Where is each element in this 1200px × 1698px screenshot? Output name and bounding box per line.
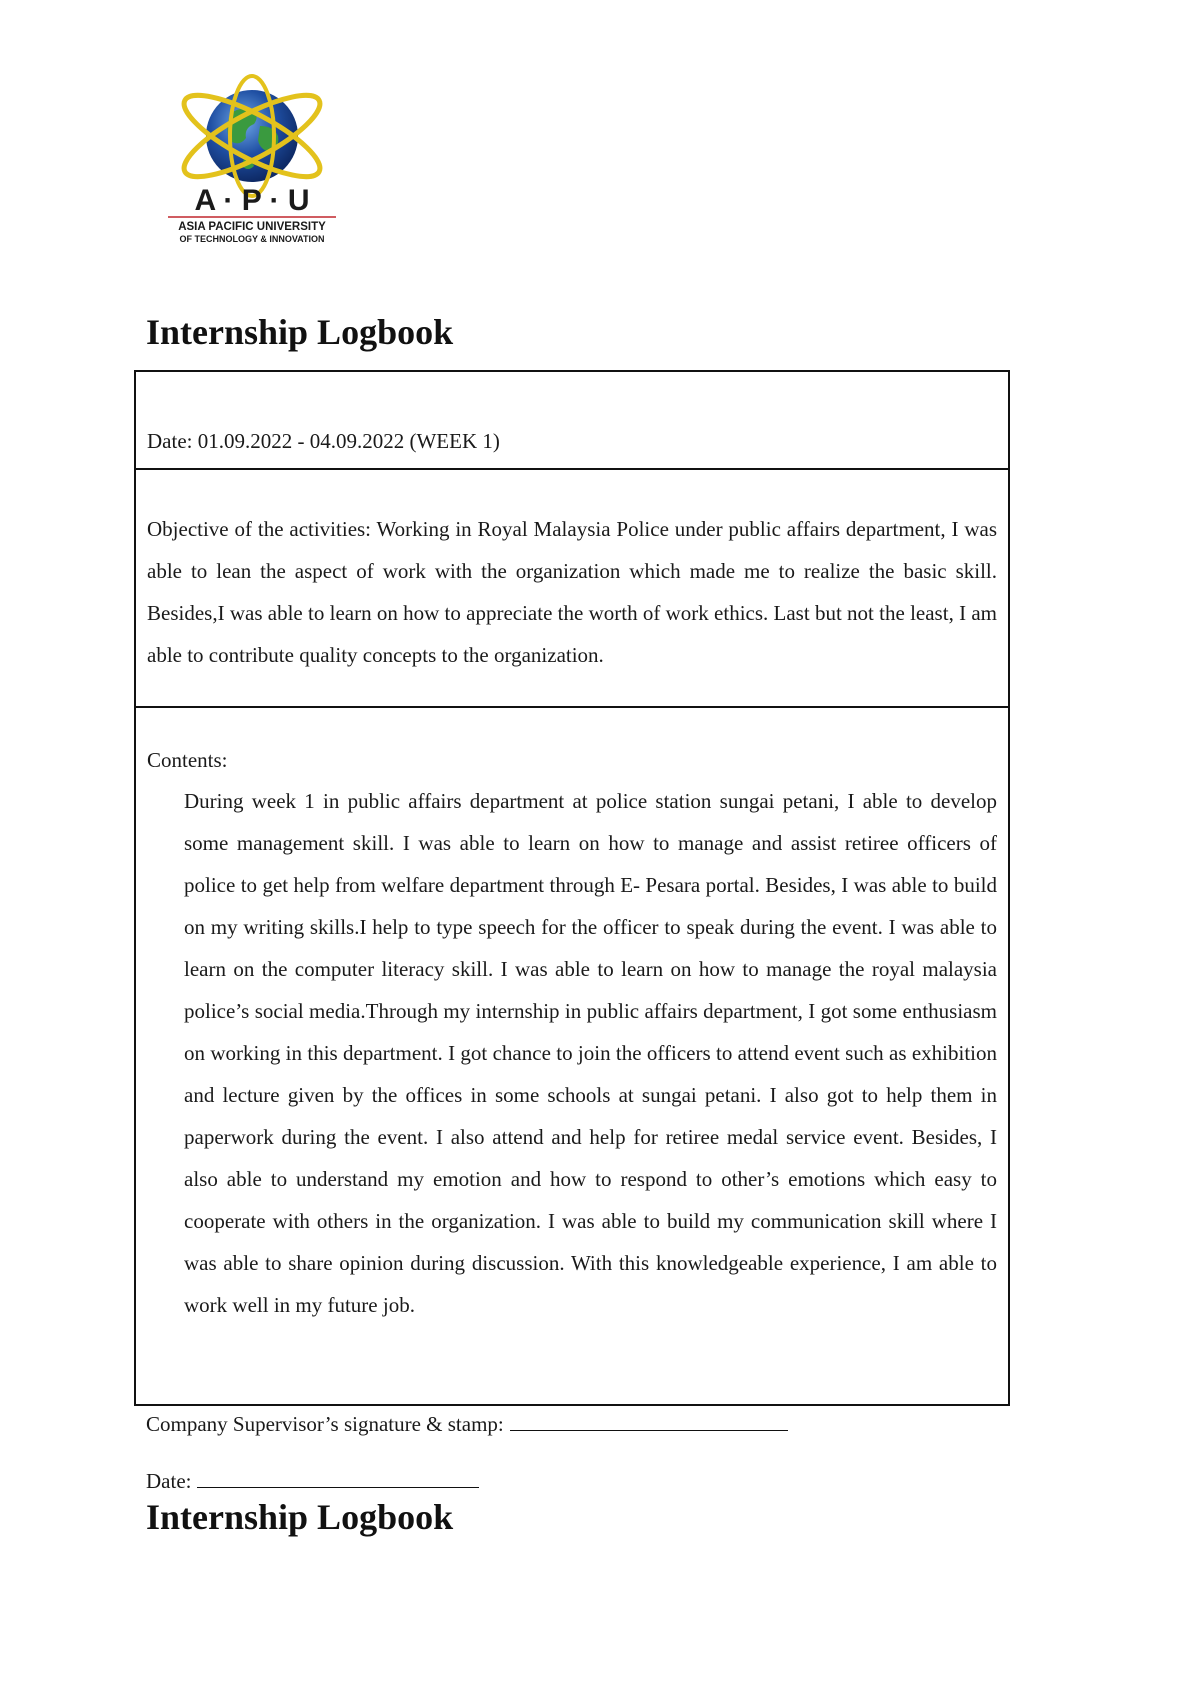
- next-page-title: Internship Logbook: [146, 1497, 454, 1537]
- logo-name-line1: ASIA PACIFIC UNIVERSITY: [178, 221, 326, 233]
- logo-name-line2: OF TECHNOLOGY & INNOVATION: [179, 234, 325, 244]
- supervisor-signature-label: Company Supervisor’s signature & stamp:: [146, 1412, 504, 1436]
- logbook-contents-label: Contents:: [147, 748, 228, 772]
- supervisor-signature-line: [146, 1410, 788, 1438]
- apu-logo: [160, 74, 344, 250]
- supervisor-signature-blank: [510, 1410, 788, 1431]
- logbook-table: [134, 370, 1010, 1406]
- apu-globe-emblem: [160, 74, 344, 250]
- logbook-date: Date: 01.09.2022 - 04.09.2022 (WEEK 1): [147, 429, 500, 453]
- logbook-contents-row: [136, 708, 1008, 1404]
- signature-date-label: Date:: [146, 1469, 192, 1493]
- logbook-objective: Objective of the activities: Working in Royal Malaysia Police under public affairs department, I was able to lean the aspect of work with the organization which made me to realize the basic skill. Besides,I was able to learn on how to appreciate the worth of work ethics. Last but not the least, I am able to contribute quality concepts to the organization.: [147, 517, 997, 667]
- signature-date-blank: [197, 1467, 479, 1488]
- signature-date-line: [146, 1467, 479, 1495]
- logo-abbreviation: A · P · U: [194, 184, 310, 217]
- logbook-objective-row: [136, 470, 1008, 708]
- logbook-contents-body: During week 1 in public affairs department at police station sungai petani, I able to develop some management skill. I was able to learn on how to manage and assist retiree officers of police to get help from welfare department through E- Pesara portal. Besides, I was able to build on my writing skills.I help to type speech for the officer to speak during the event. I was able to learn on the computer literacy skill. I was able to learn on how to manage the royal malaysia police’s social media.Through my internship in public affairs department, I got some enthusiasm on working in this department. I got chance to join the officers to attend event such as exhibition and lecture given by the offices in some schools at sungai petani. I also got to help them in paperwork during the event. I also attend and help for retiree medal service event. Besides, I also able to understand my emotion and how to respond to other’s emotions which easy to cooperate with others in the organization. I was able to build my communication skill where I was able to share opinion during discussion. With this knowledgeable experience, I am able to work well in my future job.: [184, 789, 997, 1317]
- logbook-date-row: [136, 372, 1008, 470]
- page-title: Internship Logbook: [146, 312, 454, 352]
